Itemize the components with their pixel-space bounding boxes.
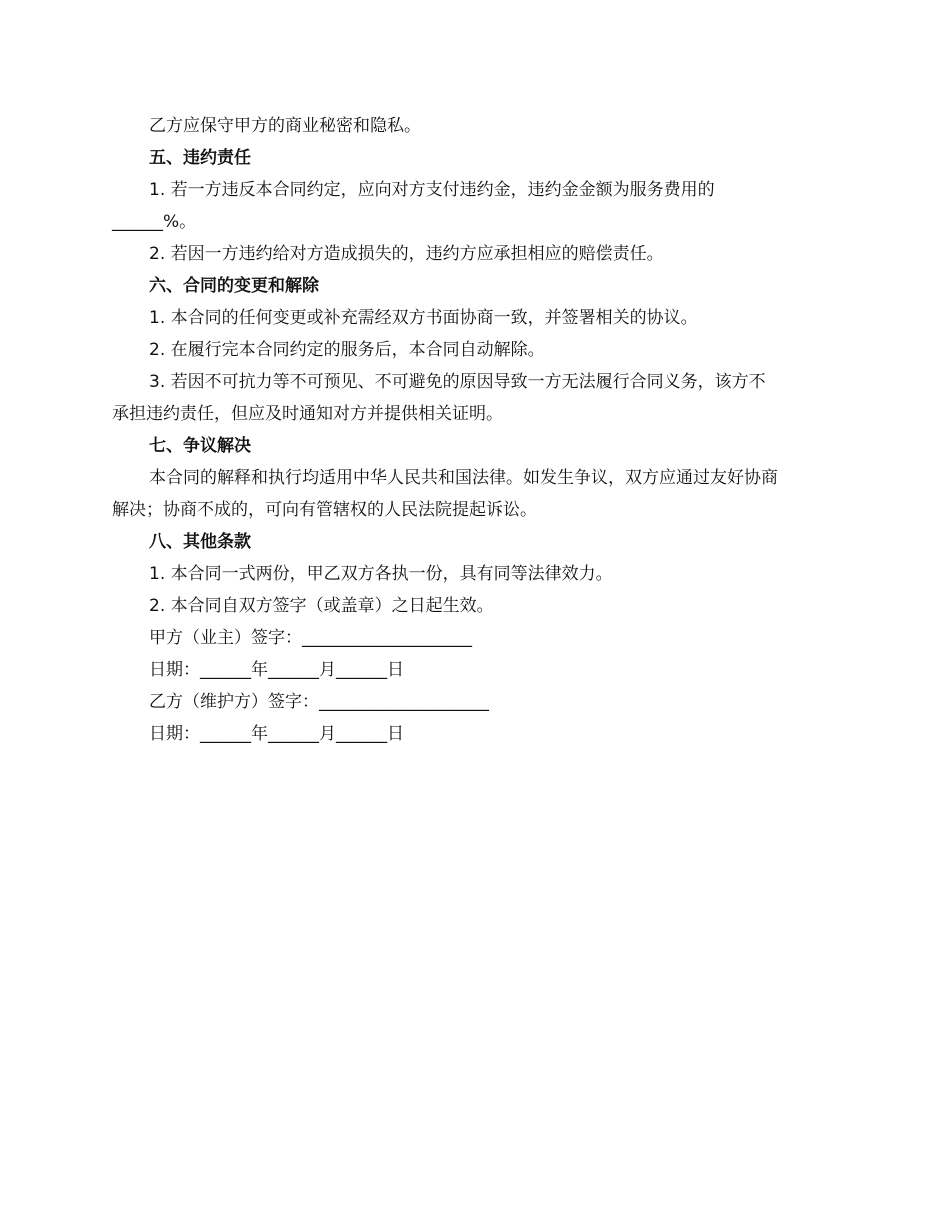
date-line-party-a: 日期：______年______月______日 <box>149 660 404 680</box>
body-text: 乙方应保守甲方的商业秘密和隐私。 <box>149 116 421 136</box>
body-text: 承担违约责任，但应及时通知对方并提供相关证明。 <box>112 404 503 424</box>
body-text: 3. 若因不可抗力等不可预见、不可避免的原因导致一方无法履行合同义务，该方不 <box>149 372 766 392</box>
date-line-party-b: 日期：______年______月______日 <box>149 724 404 744</box>
section-heading-breach: 五、违约责任 <box>149 148 251 168</box>
body-text: 1. 本合同的任何变更或补充需经双方书面协商一致，并签署相关的协议。 <box>149 308 698 328</box>
body-text: 本合同的解释和执行均适用中华人民共和国法律。如发生争议，双方应通过友好协商 <box>149 468 778 488</box>
signature-line-party-a: 甲方（业主）签字：____________________ <box>149 628 472 648</box>
section-heading-dispute: 七、争议解决 <box>149 436 251 456</box>
section-heading-change: 六、合同的变更和解除 <box>149 276 319 296</box>
body-text: 2. 本合同自双方签字（或盖章）之日起生效。 <box>149 596 494 616</box>
body-text: 1. 若一方违反本合同约定，应向对方支付违约金，违约金金额为服务费用的 <box>149 180 715 200</box>
body-text: 2. 若因一方违约给对方造成损失的，违约方应承担相应的赔偿责任。 <box>149 244 664 264</box>
body-text: 解决；协商不成的，可向有管辖权的人民法院提起诉讼。 <box>112 500 537 520</box>
body-text: 2. 在履行完本合同约定的服务后，本合同自动解除。 <box>149 340 545 360</box>
body-text: ______%。 <box>112 212 197 232</box>
body-text: 1. 本合同一式两份，甲乙双方各执一份，具有同等法律效力。 <box>149 564 613 584</box>
signature-line-party-b: 乙方（维护方）签字：____________________ <box>149 692 489 712</box>
section-heading-other: 八、其他条款 <box>149 532 251 552</box>
